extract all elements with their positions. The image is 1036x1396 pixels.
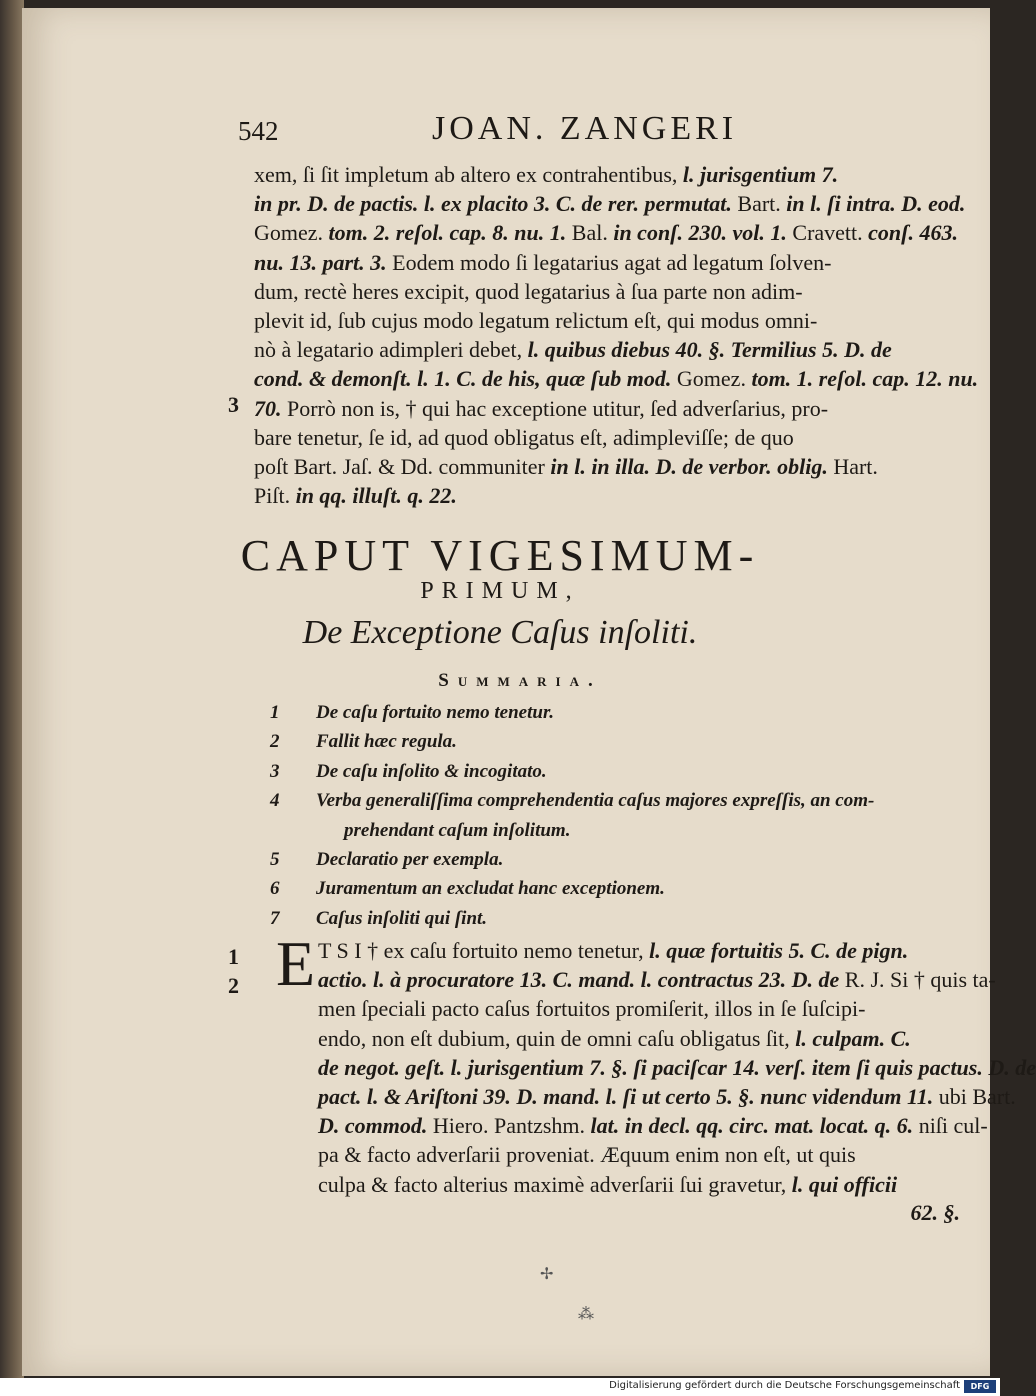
text-segment: endo, non eſt dubium, quin de omni caſu obligatus ſit, [318,1025,796,1051]
text-line [254,277,960,306]
text-segment: Porrò non is, † qui hac exceptione utitur, ſed adverſarius, pro- [281,395,829,421]
citation-segment: l. jurisgentium 7. [682,162,839,187]
summaria-text: Caſus inſoliti qui ſint. [316,907,488,929]
text-segment: Hiero. Pantzshm. [427,1113,591,1139]
text-line [254,189,966,218]
text-line [254,160,960,189]
summaria-text: Fallit hæc regula. [316,731,457,753]
text-line [254,452,960,481]
summaria-number: 5 [270,849,280,870]
text-line [254,481,960,510]
summaria-text: Verba generaliſſima comprehendentia caſus majores expreſſis, an com- [316,790,875,812]
text-line [318,1053,1036,1082]
text-segment: nò à legatario adimpleri debet, [254,337,528,363]
citation-segment: tom. 1. reſol. cap. 12. nu. [751,366,979,392]
text-line [318,936,960,965]
page-number: 542 [238,116,279,146]
citation-segment: cond. & demonſt. l. 1. C. de his, quæ ſub mod. [254,366,672,392]
text-line [318,965,996,994]
body-margin-number: 1 [228,944,239,969]
text-segment: culpa & facto alterius maximè adverſarii ſui gravetur, [318,1171,792,1197]
summaria-number: 7 [270,907,280,929]
citation-segment: in pr. D. de pactis. l. ex placito 3. C. de rer. permutat. [254,191,732,217]
text-segment: Piſt. [254,483,296,509]
text-segment: niſi cul- [913,1113,988,1139]
summaria-number: 4 [270,790,280,812]
summaria-item [252,761,972,791]
text-line [254,335,960,364]
citation-segment: tom. 2. reſol. cap. 8. nu. 1. [328,220,567,246]
citation-segment: de negot. geſt. l. jurisgentium 7. §. ſi paciſcar 14. verſ. item ſi quis pactus. D. de [318,1054,1036,1080]
summaria-item [252,849,972,879]
citation-segment: in qq. illuſt. q. 22. [295,483,457,509]
text-segment: xem, ſi ſit impletum ab altero ex contrahentibus, [254,162,683,187]
text-line [254,423,960,452]
chapter-title-line2: PRIMUM, [420,578,580,604]
text-segment: bare tenetur, ſe id, ad quod obligatus eſt, adimpleviſſe; de quo [254,424,794,450]
flourish-mark: ✢ [540,1264,554,1283]
margin-number: 3 [228,392,239,417]
top-text-block [254,160,979,510]
text-segment: T S I † ex caſu fortuito nemo tenetur, [318,938,650,963]
text-line [318,1140,960,1169]
text-line [318,1024,960,1053]
citation-segment: nu. 13. part. 3. [254,249,387,275]
summaria-number: 6 [270,878,280,900]
citation-segment: l. qui officii [791,1171,898,1197]
running-head [22,108,990,152]
footer-bar [0,1378,1000,1396]
citation-segment: l. culpam. C. [795,1025,911,1051]
summaria-text: De caſu fortuito nemo tenetur. [316,702,555,723]
text-segment: men ſpeciali pacto caſus fortuitos promiſerit, illos in ſe ſuſcipi- [318,996,866,1022]
text-line [254,218,960,247]
summaria-text: prehendant caſum inſolitum. [344,819,571,841]
text-line [254,364,979,393]
summaria-item [252,702,972,732]
summaria-number: 1 [270,702,280,723]
text-segment: Bal. [566,220,614,246]
text-line [318,1082,1016,1111]
text-segment: Gomez. [254,220,329,246]
text-segment: Gomez. [671,366,752,392]
chapter-title-line1: CAPUT VIGESIMUM- [240,531,760,580]
summaria-text: Juramentum an excludat hanc exceptionem. [316,878,665,900]
citation-segment: lat. in decl. qq. circ. mat. locat. q. 6. [590,1113,914,1139]
text-line [318,1170,960,1199]
text-segment: Cravett. [786,220,869,246]
summaria-number: 2 [270,731,280,753]
text-line [318,994,960,1023]
running-head-title: JOAN. ZANGERI [432,110,738,147]
summaria-item [252,878,972,908]
summaria-text: De caſu inſolito & incogitato. [316,760,547,782]
citation-segment: l. quæ fortuitis 5. C. de pign. [649,938,909,963]
text-segment: Hart. [827,453,878,479]
citation-segment: 70. [254,395,282,421]
text-line [254,306,960,335]
summaria-item [252,820,972,850]
footer-credit: Digitalisierung gefördert durch die Deutsche Forschungsgemeinschaft [609,1380,960,1391]
text-segment: Eodem modo ſi legatarius agat ad legatum ſolven- [386,249,832,275]
text-line [254,394,960,423]
catchword: 62. §. [910,1200,960,1225]
drop-capital: E [276,928,316,999]
chapter-subtitle: De Exceptione Caſus inſoliti. [302,614,698,651]
citation-segment: D. commod. [318,1113,428,1139]
body-margin-number: 2 [228,973,239,998]
text-segment: plevit id, ſub cujus modo legatum relictum eſt, qui modus omni- [254,307,818,333]
text-segment: dum, rectè heres excipit, quod legatarius à ſua parte non adim- [254,278,803,304]
book-page [22,8,1036,1376]
summaria-item [252,731,972,761]
text-line [254,248,960,277]
book-spine-edge [0,0,24,1380]
text-segment: poſt Bart. Jaſ. & Dd. communiter [254,453,551,479]
flourish-mark: ⁂ [578,1304,594,1323]
citation-segment: l. quibus diebus 40. §. Termilius 5. D. de [527,337,892,363]
text-line [318,1111,988,1140]
text-segment: ubi Bart. [933,1083,1016,1109]
citation-segment: actio. l. à procuratore 13. C. mand. l. contractus 23. D. de [318,967,840,993]
text-segment: R. J. Si † quis ta- [839,967,996,993]
body-text-block [318,936,1036,1199]
citation-segment: in l. in illa. D. de verbor. oblig. [550,453,828,479]
text-segment: Bart. [731,191,787,217]
citation-segment: in conſ. 230. vol. 1. [613,220,787,246]
citation-segment: conſ. 463. [868,220,958,246]
summaria-heading: Summaria. [438,670,602,691]
summaria-item [252,790,972,820]
text-segment: pa & facto adverſarii proveniat. Æquum enim non eſt, ut quis [318,1142,856,1168]
summaria-item [252,908,972,938]
dfg-logo: DFG [964,1380,996,1393]
citation-segment: pact. l. & Ariſtoni 39. D. mand. l. ſi ut certo 5. §. nunc videndum 11. [318,1083,934,1109]
citation-segment: in l. ſi intra. D. eod. [786,191,966,217]
summaria-text: Declaratio per exempla. [316,849,504,870]
summaria-number: 3 [270,760,280,782]
